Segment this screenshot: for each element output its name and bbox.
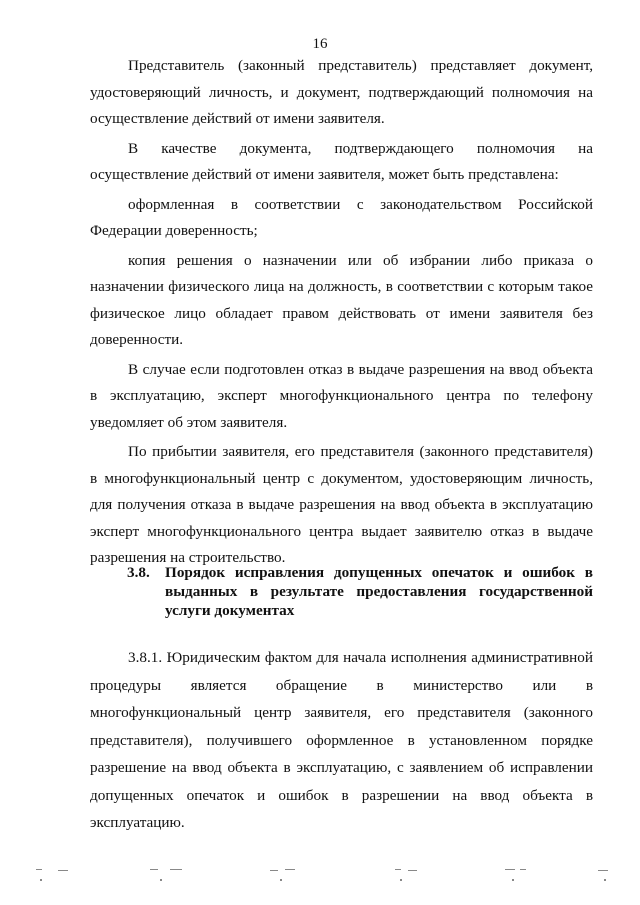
section-number: 3.8. xyxy=(127,564,150,581)
paragraph-refusal-issuance: По прибытии заявителя, его представителя (законного представителя) в многофункциональный центр с документом, удостоверяющим личность, для получения отказа в выдаче разрешения на ввод объекта в эксплуатацию эксперт многофункционального центра выдает заявителю отказ в выдаче разрешения на строительство. xyxy=(90,443,593,566)
section-heading xyxy=(127,563,593,620)
body-text-bottom xyxy=(90,644,593,837)
paragraph-authority-document: В качестве документа, подтверждающего полномочия на осуществление действий от имени заявителя, может быть представлена: xyxy=(90,139,593,183)
page-number: 16 xyxy=(312,36,328,52)
paragraph-appointment-copy: копия решения о назначении или об избрании либо приказа о назначении физического лица на должность, в соответствии с которым такое физическое лицо обладает правом действовать от имени заявителя без доверенности. xyxy=(90,251,593,348)
paragraph-representative-documents: Представитель (законный представитель) представляет документ, удостоверяющий личность, и документ, подтверждающий полномочия на осуществление действий от имени заявителя. xyxy=(90,57,593,127)
body-text-top xyxy=(90,53,593,572)
paragraph-3-8-1: 3.8.1. Юридическим фактом для начала исполнения административной процедуры является обращение в министерство или в многофункциональный центр заявителя, его представителя (законного представителя), получившего оформленное в установленном порядке разрешение на ввод объекта в эксплуатацию, с заявлением об исправлении допущенных опечаток и ошибок в разрешении на ввод объекта в эксплуатацию. xyxy=(90,649,593,831)
paragraph-power-of-attorney: оформленная в соответствии с законодательством Российской Федерации доверенность; xyxy=(90,195,593,239)
section-title: Порядок исправления допущенных опечаток и ошибок в выданных в результате предоставления государственной услуги документах xyxy=(165,564,593,619)
scan-artifacts xyxy=(0,857,640,887)
paragraph-refusal-notification: В случае если подготовлен отказ в выдаче разрешения на ввод объекта в эксплуатацию, эксперт многофункционального центра по телефону уведомляет об этом заявителя. xyxy=(90,360,593,431)
